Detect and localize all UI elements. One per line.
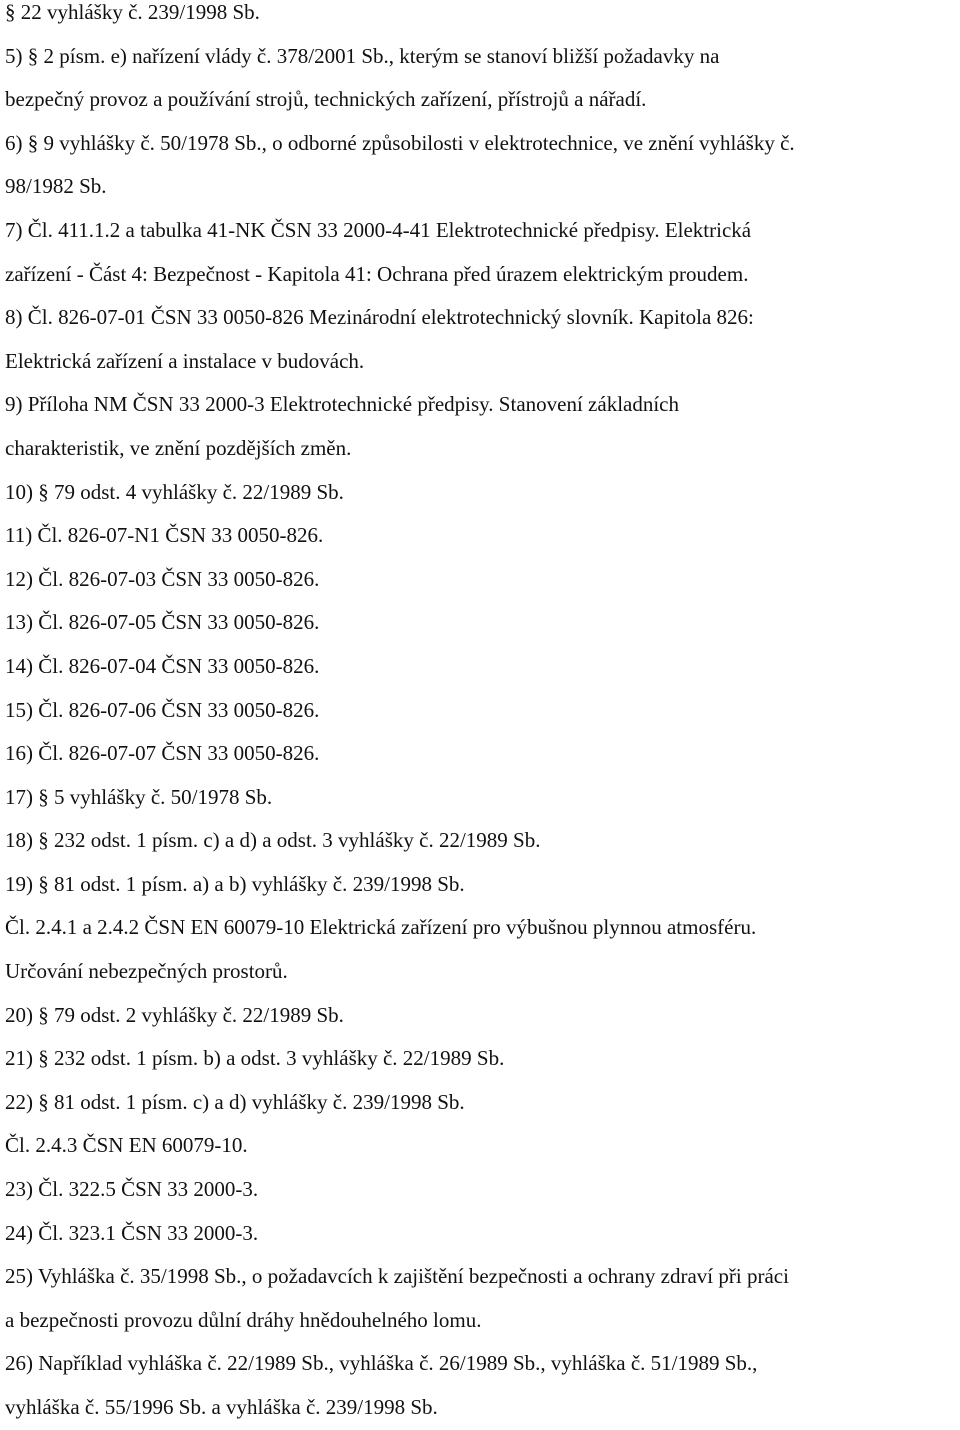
text-line: 23) Čl. 322.5 ČSN 33 2000-3.: [5, 1177, 259, 1202]
text-line: Určování nebezpečných prostorů.: [5, 959, 288, 984]
text-line: 98/1982 Sb.: [5, 174, 107, 199]
text-line: 20) § 79 odst. 2 vyhlášky č. 22/1989 Sb.: [5, 1002, 344, 1027]
text-line: 25) Vyhláška č. 35/1998 Sb., o požadavcích k zajištění bezpečnosti a ochrany zdraví při práci: [5, 1264, 789, 1289]
document-page: [5, 0, 955, 1430]
text-line: Čl. 2.4.1 a 2.4.2 ČSN EN 60079-10 Elektrická zařízení pro výbušnou plynnou atmosféru.: [5, 915, 757, 940]
text-line: 19) § 81 odst. 1 písm. a) a b) vyhlášky č. 239/1998 Sb.: [5, 871, 465, 896]
text-line: 11) Čl. 826-07-N1 ČSN 33 0050-826.: [5, 523, 324, 548]
text-line: § 22 vyhlášky č. 239/1998 Sb.: [5, 0, 260, 24]
text-line: zařízení - Část 4: Bezpečnost - Kapitola 41: Ochrana před úrazem elektrickým proudem.: [5, 261, 749, 286]
text-line: 18) § 232 odst. 1 písm. c) a d) a odst. 3 vyhlášky č. 22/1989 Sb.: [5, 828, 541, 853]
text-line: Elektrická zařízení a instalace v budovách.: [5, 348, 365, 373]
text-line: vyhláška č. 55/1996 Sb. a vyhláška č. 239/1998 Sb.: [5, 1395, 438, 1419]
text-line: 5) § 2 písm. e) nařízení vlády č. 378/2001 Sb., kterým se stanoví bližší požadavky na: [5, 43, 720, 68]
text-line: 26) Například vyhláška č. 22/1989 Sb., vyhláška č. 26/1989 Sb., vyhláška č. 51/1989 Sb.,: [5, 1351, 758, 1376]
text-line: a bezpečnosti provozu důlní dráhy hnědouhelného lomu.: [5, 1307, 482, 1332]
text-line: 14) Čl. 826-07-04 ČSN 33 0050-826.: [5, 653, 320, 678]
text-line: Čl. 2.4.3 ČSN EN 60079-10.: [5, 1133, 248, 1158]
text-line: 13) Čl. 826-07-05 ČSN 33 0050-826.: [5, 610, 320, 635]
text-line: 16) Čl. 826-07-07 ČSN 33 0050-826.: [5, 741, 320, 766]
text-line: 24) Čl. 323.1 ČSN 33 2000-3.: [5, 1220, 259, 1245]
text-line: bezpečný provoz a používání strojů, technických zařízení, přístrojů a nářadí.: [5, 87, 647, 112]
text-line: 12) Čl. 826-07-03 ČSN 33 0050-826.: [5, 566, 320, 591]
text-line: 9) Příloha NM ČSN 33 2000-3 Elektrotechnické předpisy. Stanovení základních: [5, 392, 679, 417]
text-line: 17) § 5 vyhlášky č. 50/1978 Sb.: [5, 784, 273, 809]
text-line: 22) § 81 odst. 1 písm. c) a d) vyhlášky č. 239/1998 Sb.: [5, 1089, 465, 1114]
text-line: 21) § 232 odst. 1 písm. b) a odst. 3 vyhlášky č. 22/1989 Sb.: [5, 1046, 505, 1071]
text-line: 10) § 79 odst. 4 vyhlášky č. 22/1989 Sb.: [5, 479, 344, 504]
text-line: 8) Čl. 826-07-01 ČSN 33 0050-826 Mezinárodní elektrotechnický slovník. Kapitola 826:: [5, 305, 754, 330]
text-line: charakteristik, ve znění pozdějších změn.: [5, 435, 352, 460]
text-line: 7) Čl. 411.1.2 a tabulka 41-NK ČSN 33 2000-4-41 Elektrotechnické předpisy. Elektrická: [5, 217, 752, 242]
text-line: 15) Čl. 826-07-06 ČSN 33 0050-826.: [5, 697, 320, 722]
text-line: 6) § 9 vyhlášky č. 50/1978 Sb., o odborné způsobilosti v elektrotechnice, ve znění vyhlášky č.: [5, 130, 795, 155]
